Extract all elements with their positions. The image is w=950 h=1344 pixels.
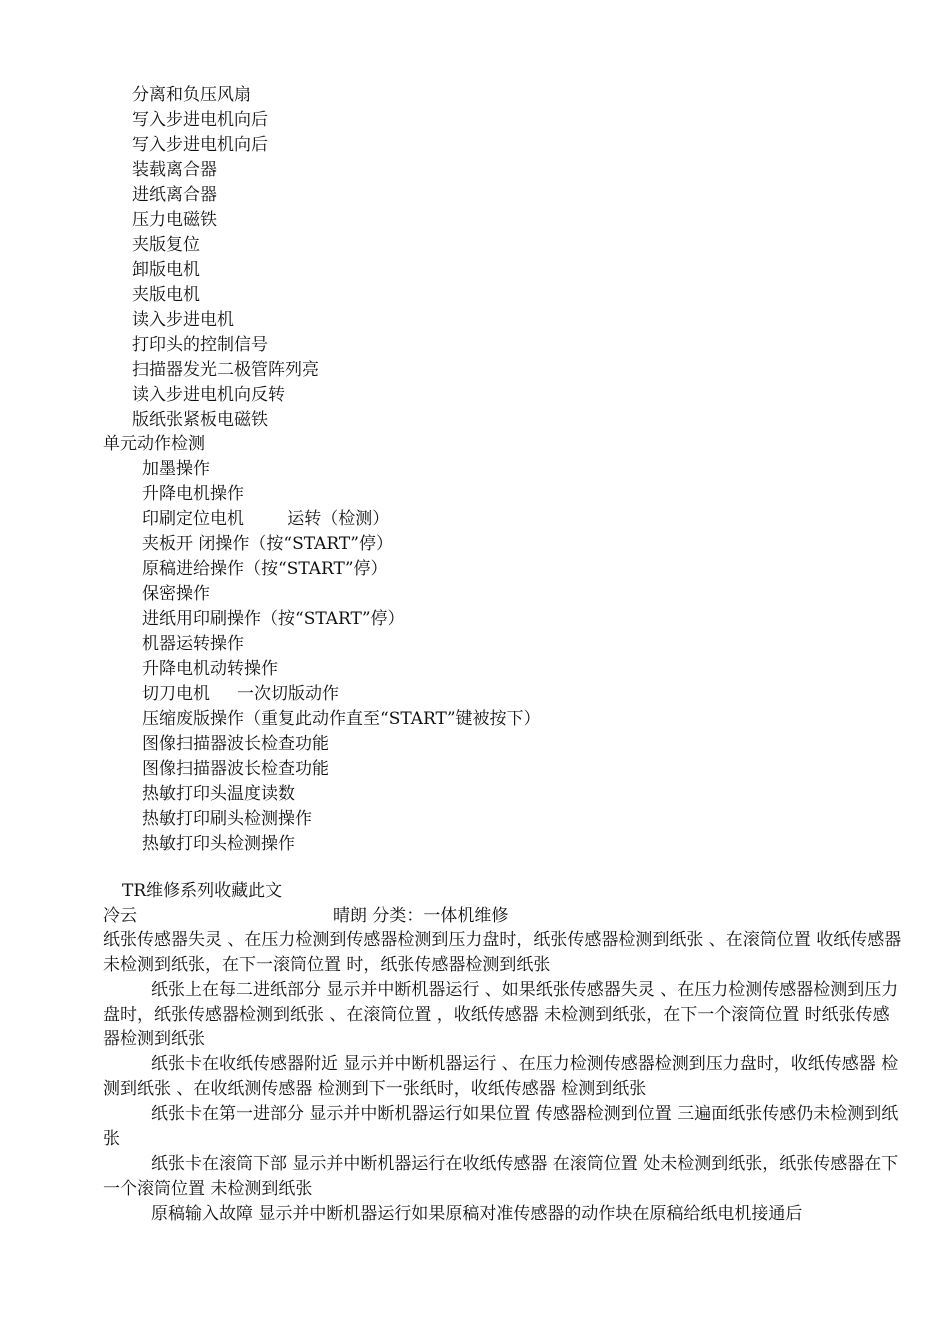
paragraph: 纸张卡在收纸传感器附近 显示并中断机器运行 、在压力检测传感器检测到压力盘时，收纸传感器 检测到纸张 、在收纸测传感器 检测到下一张纸时，收纸传感器 检测到纸张 xyxy=(103,1054,899,1099)
list-item: 印刷定位电机 运转（检测） xyxy=(142,509,390,529)
list-item: 卸版电机 xyxy=(132,260,200,280)
list-item: 扫描器发光二极管阵列亮 xyxy=(132,360,319,380)
list-item: 切刀电机 一次切版动作 xyxy=(142,684,340,704)
list-item: 分离和负压风扇 xyxy=(132,85,251,105)
list-item: 压缩废版操作（重复此动作直至“START”键被按下） xyxy=(142,709,541,729)
list-item: 保密操作 xyxy=(142,584,210,604)
list-item: 读入步进电机向反转 xyxy=(132,385,285,405)
section-heading: 单元动作检测 xyxy=(103,434,205,454)
list-item: 写入步进电机向后 xyxy=(132,135,268,155)
list-item: 夹板开 闭操作（按“START”停） xyxy=(142,534,393,554)
list-item: 原稿进给操作（按“START”停） xyxy=(142,559,388,579)
paragraph: 原稿输入故障 显示并中断机器运行如果原稿对准传感器的动作块在原稿给纸电机接通后 xyxy=(151,1204,803,1224)
list-item: 升降电机动转操作 xyxy=(142,659,278,679)
paragraph: 纸张传感器失灵 、在压力检测到传感器检测到压力盘时，纸张传感器检测到纸张 、在滚筒位置 收纸传感器 未检测到纸张，在下一滚筒位置 时，纸张传感器检测到纸张 xyxy=(103,930,902,975)
paragraph: 纸张卡在滚筒下部 显示并中断机器运行在收纸传感器 在滚筒位置 处未检测到纸张，纸张传感器在下一个滚筒位置 未检测到纸张 xyxy=(103,1154,899,1199)
list-item: 进纸用印刷操作（按“START”停） xyxy=(142,609,405,629)
list-item: 热敏打印头检测操作 xyxy=(142,834,295,854)
article-meta: 晴朗 分类：一体机维修 xyxy=(333,906,509,926)
list-item: 夹版电机 xyxy=(132,285,200,305)
list-item: 热敏打印头温度读数 xyxy=(142,784,295,804)
list-item: 夹版复位 xyxy=(132,235,200,255)
list-item: 写入步进电机向后 xyxy=(132,110,268,130)
list-item: 升降电机操作 xyxy=(142,484,244,504)
list-item: 进纸离合器 xyxy=(132,185,217,205)
paragraph: 纸张上在每二进纸部分 显示并中断机器运行 、如果纸张传感器失灵 、在压力检测传感器检测到压力盘时，纸张传感器检测到纸张 、在滚筒位置 ，收纸传感器 未检测到纸张，在下一个滚筒位置 时纸张传感器检测到纸张 xyxy=(103,980,899,1050)
list-item: 装载离合器 xyxy=(132,160,217,180)
list-item: 图像扫描器波长检查功能 xyxy=(142,759,329,779)
list-item: 版纸张紧板电磁铁 xyxy=(132,410,268,430)
list-item: 热敏打印刷头检测操作 xyxy=(142,809,312,829)
list-item: 机器运转操作 xyxy=(142,634,244,654)
list-item: 压力电磁铁 xyxy=(132,210,217,230)
list-item: 图像扫描器波长检查功能 xyxy=(142,734,329,754)
list-item: 打印头的控制信号 xyxy=(132,335,268,355)
list-item: 加墨操作 xyxy=(142,459,210,479)
list-item: 读入步进电机 xyxy=(132,310,234,330)
article-author: 冷云 xyxy=(103,906,137,926)
paragraph: 纸张卡在第一进部分 显示并中断机器运行如果位置 传感器检测到位置 三遍面纸张传感仍未检测到纸张 xyxy=(103,1104,899,1149)
article-title: TR维修系列收藏此文 xyxy=(122,881,283,901)
